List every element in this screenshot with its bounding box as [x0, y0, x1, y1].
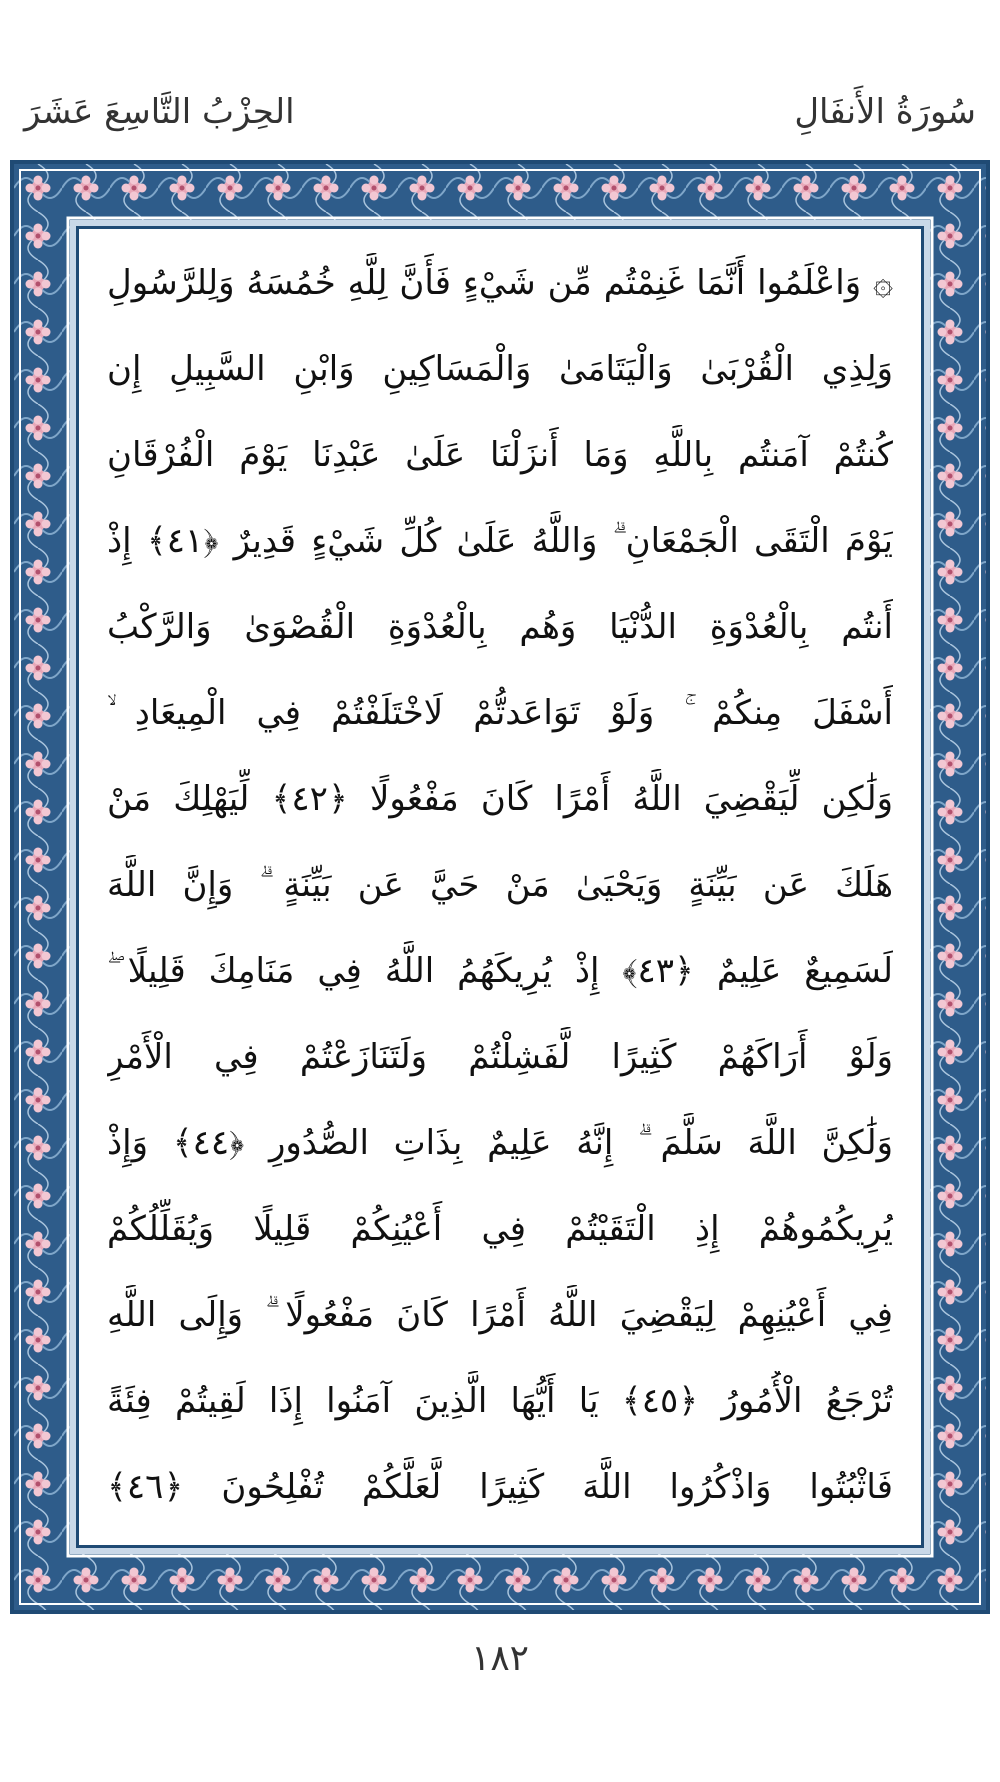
- verse-line: وَلَوْ أَرَاكَهُمْ كَثِيرًا لَّفَشِلْتُمْ وَلَتَنَازَعْتُمْ فِي الْأَمْرِ: [107, 1037, 893, 1077]
- verse-line: فِي أَعْيُنِهِمْ لِيَقْضِيَ اللَّهُ أَمْرًا كَانَ مَفْعُولًا ۗ وَإِلَى اللَّهِ: [107, 1295, 893, 1335]
- text-panel: [76, 226, 924, 1548]
- surah-name: سُورَةُ الأَنفَالِ: [794, 92, 976, 132]
- verse-line: يُرِيكُمُوهُمْ إِذِ الْتَقَيْتُمْ فِي أَعْيُنِكُمْ قَلِيلًا وَيُقَلِّلُكُمْ: [107, 1209, 893, 1249]
- verse-lines: [79, 229, 921, 1545]
- verse-line: وَلِذِي الْقُرْبَىٰ وَالْيَتَامَىٰ وَالْمَسَاكِينِ وَابْنِ السَّبِيلِ إِن: [107, 349, 893, 389]
- verse-line: وَلَٰكِن لِّيَقْضِيَ اللَّهُ أَمْرًا كَانَ مَفْعُولًا ﴿٤٢﴾ لِّيَهْلِكَ مَنْ: [107, 779, 893, 819]
- page-header: [24, 92, 976, 148]
- verse-line: أَسْفَلَ مِنكُمْ ۚ وَلَوْ تَوَاعَدتُّمْ لَاخْتَلَفْتُمْ فِي الْمِيعَادِ ۙ: [107, 693, 893, 733]
- verse-line: فَاثْبُتُوا وَاذْكُرُوا اللَّهَ كَثِيرًا لَّعَلَّكُمْ تُفْلِحُونَ ﴿٤٦﴾: [107, 1467, 893, 1507]
- verse-line: هَلَكَ عَن بَيِّنَةٍ وَيَحْيَىٰ مَنْ حَيَّ عَن بَيِّنَةٍ ۗ وَإِنَّ اللَّهَ: [107, 865, 893, 905]
- verse-line: تُرْجَعُ الْأُمُورُ ﴿٤٥﴾ يَا أَيُّهَا الَّذِينَ آمَنُوا إِذَا لَقِيتُمْ فِئَةً: [107, 1381, 893, 1421]
- verse-line: ۞ وَاعْلَمُوا أَنَّمَا غَنِمْتُم مِّن شَيْءٍ فَأَنَّ لِلَّهِ خُمُسَهُ وَلِلرَّسُولِ: [107, 263, 893, 303]
- verse-line: لَسَمِيعٌ عَلِيمٌ ﴿٤٣﴾ إِذْ يُرِيكَهُمُ اللَّهُ فِي مَنَامِكَ قَلِيلًا ۖ: [107, 951, 893, 991]
- page-number: ١٨٢: [470, 1638, 529, 1679]
- verse-line: يَوْمَ الْتَقَى الْجَمْعَانِ ۗ وَاللَّهُ عَلَىٰ كُلِّ شَيْءٍ قَدِيرٌ ﴿٤١﴾ إِذْ: [107, 521, 893, 561]
- verse-line: كُنتُمْ آمَنتُم بِاللَّهِ وَمَا أَنزَلْنَا عَلَىٰ عَبْدِنَا يَوْمَ الْفُرْقَانِ: [107, 435, 893, 475]
- ornamental-frame: [10, 160, 990, 1614]
- hizb-label: الحِزْبُ التَّاسِعَ عَشَرَ: [24, 92, 295, 132]
- verse-line: وَلَٰكِنَّ اللَّهَ سَلَّمَ ۗ إِنَّهُ عَلِيمٌ بِذَاتِ الصُّدُورِ ﴿٤٤﴾ وَإِذْ: [107, 1123, 893, 1163]
- verse-line: أَنتُم بِالْعُدْوَةِ الدُّنْيَا وَهُم بِالْعُدْوَةِ الْقُصْوَىٰ وَالرَّكْبُ: [107, 607, 893, 647]
